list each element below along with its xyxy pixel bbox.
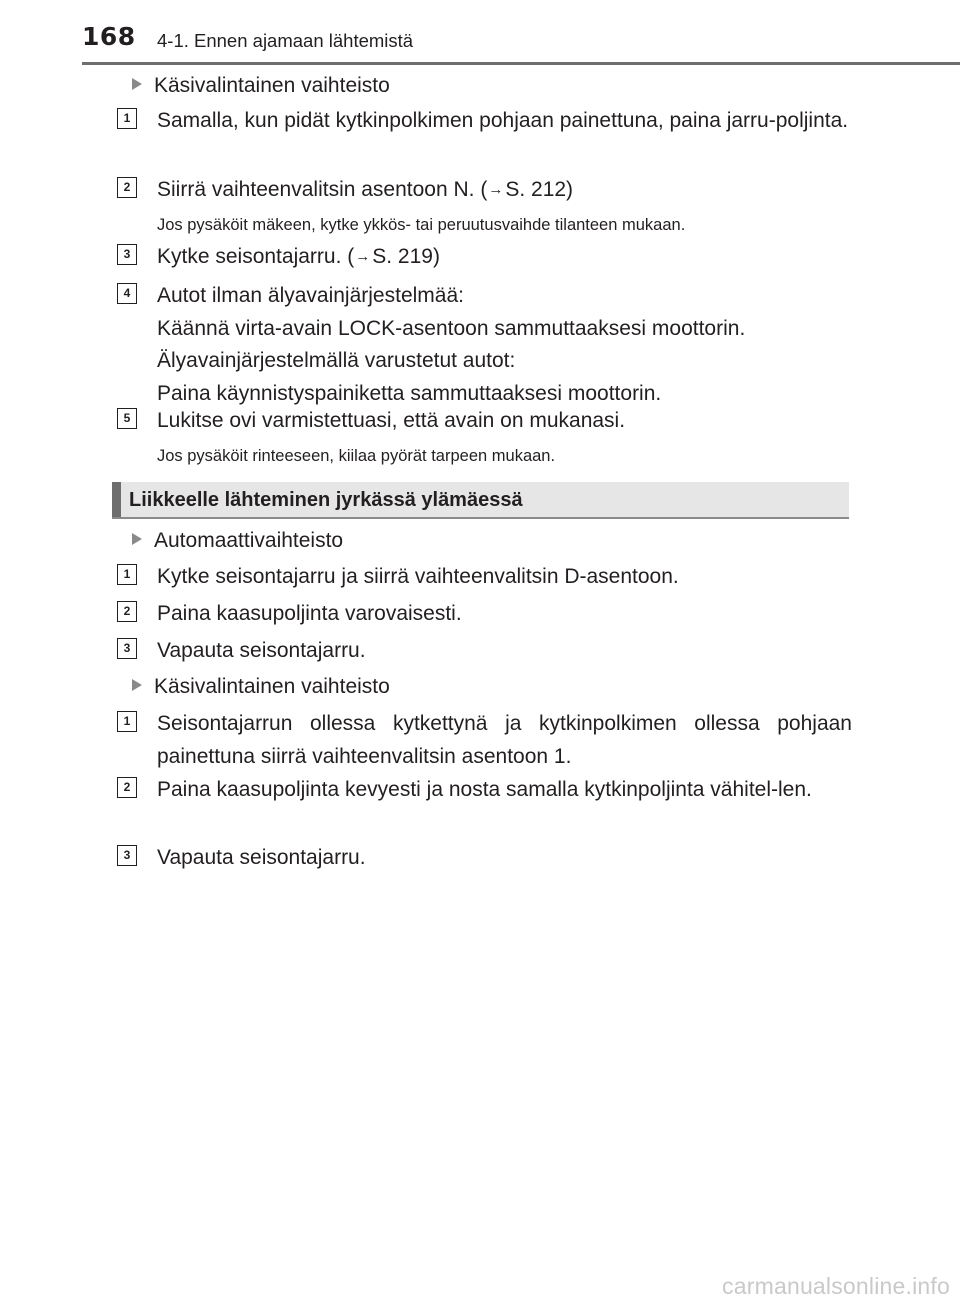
step-5 [117,405,852,438]
heading-text: Liikkeelle lähteminen jyrkässä ylämäessä [129,489,523,511]
step-number: 2 [117,777,137,798]
step-number: 3 [117,845,137,866]
subhead-label: Automaattivaihteisto [154,529,344,552]
subhead-automatic [132,526,343,556]
note: Jos pysäköit rinteeseen, kiilaa pyörät tarpeen mukaan. [157,447,556,465]
page-number: 168 [82,22,136,51]
step-2 [117,174,852,207]
step-text: Lukitse ovi varmistettuasi, että avain on mukanasi. [157,409,626,432]
step-line: Käännä virta-avain LOCK-asentoon sammuttaaksesi moottorin. [157,316,746,340]
auto-step-2 [117,598,852,631]
auto-step-1 [117,561,852,594]
step-number: 5 [117,408,137,429]
subhead-label: Käsivalintainen vaihteisto [154,675,390,698]
step-line: Autot ilman älyavainjärjestelmää: [157,284,464,307]
manual-step-1 [117,708,852,773]
step-text: Vapauta seisontajarru. [157,846,366,869]
step-number: 2 [117,601,137,622]
page-reference: S. 219) [372,245,440,268]
step-number: 3 [117,638,137,659]
step-3 [117,241,852,274]
step-number: 4 [117,283,137,304]
step-text-before: Kytke seisontajarru. ( [157,245,355,268]
step-number: 2 [117,177,137,198]
step-number: 1 [117,711,137,732]
step-4 [117,280,852,410]
manual-step-3 [117,842,852,875]
step-text: Vapauta seisontajarru. [157,639,366,662]
subhead-label: Käsivalintainen vaihteisto [154,74,390,97]
triangle-bullet-icon [132,533,142,545]
heading-accent [112,482,121,517]
step-text: Seisontajarrun ollessa kytkettynä ja kytkinpolkimen ollessa pohjaan painettuna siirrä vaihteenvalitsin asentoon 1. [157,712,852,768]
step-line: Paina käynnistyspainiketta sammuttaaksesi moottorin. [157,381,662,405]
step-number: 1 [117,564,137,585]
section-heading [112,482,849,519]
note: Jos pysäköit mäkeen, kytke ykkös- tai peruutusvaihde tilanteen mukaan. [157,216,686,234]
manual-step-2 [117,774,852,807]
step-1 [117,105,852,138]
section-title: 4-1. Ennen ajamaan lähtemistä [157,30,414,51]
step-number: 1 [117,108,137,129]
subhead-manual-hill [132,672,390,702]
watermark: carmanualsonline.info [722,1273,950,1299]
page-reference: S. 212) [505,178,574,201]
step-number: 3 [117,244,137,265]
step-text-before: Siirrä vaihteenvalitsin asentoon N. ( [157,178,488,201]
step-text: Paina kaasupoljinta kevyesti ja nosta samalla kytkinpoljinta vähitel-len. [157,778,812,801]
auto-step-3 [117,635,852,668]
step-text: Kytke seisontajarru ja siirrä vaihteenvalitsin D-asentoon. [157,565,679,588]
step-text: Paina kaasupoljinta varovaisesti. [157,602,462,625]
arrow-right-icon: → [355,248,371,265]
step-text [157,174,852,207]
triangle-bullet-icon [132,679,142,691]
step-line: Älyavainjärjestelmällä varustetut autot: [157,349,516,372]
step-text: Samalla, kun pidät kytkinpolkimen pohjaan painettuna, paina jarru-poljinta. [157,109,849,132]
triangle-bullet-icon [132,78,142,90]
step-text [157,280,852,410]
subhead-manual-parking [132,71,390,101]
step-text [157,241,852,274]
header-rule [82,62,960,65]
arrow-right-icon: → [488,181,504,198]
